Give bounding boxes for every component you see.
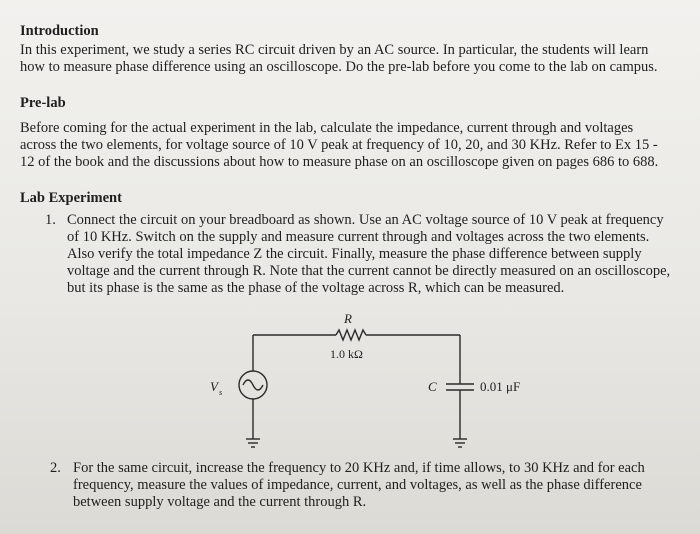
prelab-heading: Pre-lab xyxy=(20,95,66,111)
intro-line: In this experiment, we study a series RC circuit driven by an AC source. In particular, the students will learn xyxy=(20,42,649,58)
sine-wave-icon xyxy=(243,380,263,390)
item2-line: For the same circuit, increase the frequency to 20 KHz and, if time allows, to 30 KHz and for each xyxy=(73,460,645,476)
item2-number: 2. xyxy=(50,460,61,476)
item1-line: Connect the circuit on your breadboard as shown. Use an AC voltage source of 10 V peak at frequency xyxy=(67,212,664,228)
resistor-symbol xyxy=(336,330,366,340)
capacitor-value: 0.01 μF xyxy=(480,379,521,394)
prelab-line: Before coming for the actual experiment in the lab, calculate the impedance, current through and voltages xyxy=(20,120,634,136)
item1-line: voltage and the current through R. Note that the current cannot be directly measured on an oscilloscope, xyxy=(67,263,671,279)
source-label: V xyxy=(210,379,218,394)
intro-heading: Introduction xyxy=(20,23,99,39)
capacitor-label: C xyxy=(428,379,437,394)
item2-line: frequency, measure the values of impedance, current, and voltages, as well as the phase difference xyxy=(73,477,642,493)
item1-line: Also verify the total impedance Z the circuit. Finally, measure the phase difference between supply xyxy=(67,246,642,262)
intro-line: how to measure phase difference using an oscilloscope. Do the pre-lab before you come to the lab on campus. xyxy=(20,59,658,75)
prelab-line: 12 of the book and the discussions about how to measure phase on an oscilloscope given on pages 686 to 688. xyxy=(20,154,659,170)
item2-line: between supply voltage and the current through R. xyxy=(73,494,367,510)
item1-number: 1. xyxy=(45,212,56,228)
item1-line: of 10 KHz. Switch on the supply and measure current through and voltages across the two elements. xyxy=(67,229,650,245)
resistor-value: 1.0 kΩ xyxy=(330,347,363,361)
item1-line: but its phase is the same as the phase of the voltage across R, which can be measured. xyxy=(67,280,565,296)
lab-heading: Lab Experiment xyxy=(20,190,122,206)
source-subscript: s xyxy=(219,388,223,397)
prelab-line: across the two elements, for voltage source of 10 V peak at frequency of 10, 20, and 30 KHz. Refer to Ex 15 - xyxy=(20,137,658,153)
resistor-label: R xyxy=(344,311,352,326)
item2-paragraph xyxy=(73,460,645,511)
